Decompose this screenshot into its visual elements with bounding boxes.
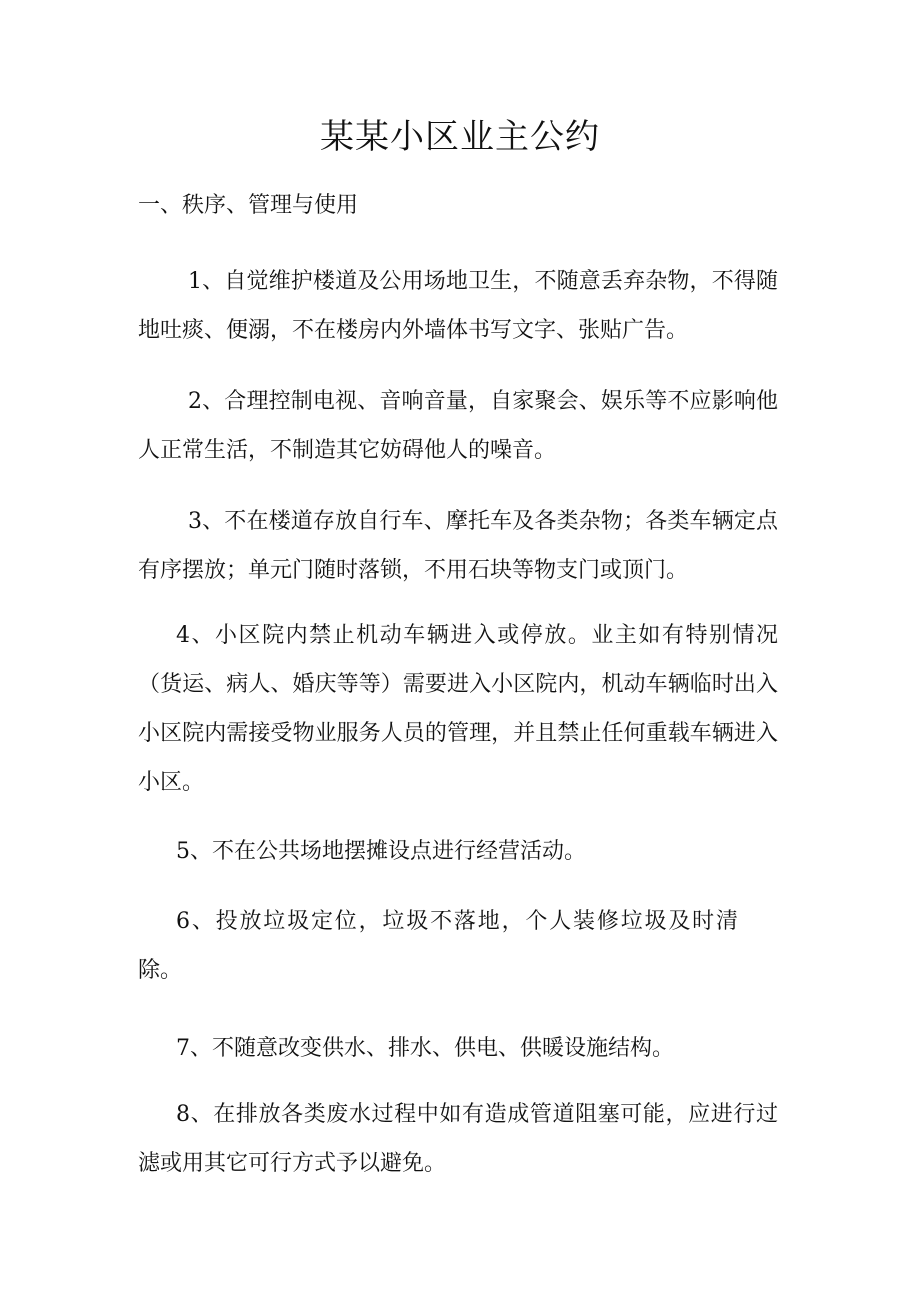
section-heading: 一、秩序、管理与使用	[138, 193, 359, 218]
rule-paragraph-2: 2、合理控制电视、音响音量，自家聚会、娱乐等不应影响他人正常生活，不制造其它妨碍他人的噪音。	[138, 389, 778, 463]
rule-paragraph-1: 1、自觉维护楼道及公用场地卫生，不随意丢弃杂物，不得随地吐痰、便溺，不在楼房内外墙体书写文字、张贴广告。	[138, 269, 778, 343]
rule-paragraph-3: 3、不在楼道存放自行车、摩托车及各类杂物；各类车辆定点有序摆放；单元门随时落锁，不用石块等物支门或顶门。	[138, 509, 778, 583]
rule-paragraph-7: 7、不随意改变供水、排水、供电、供暖设施结构。	[176, 1036, 674, 1061]
rule-paragraph-6: 6、投放垃圾定位，垃圾不落地，个人装修垃圾及时清除。	[138, 909, 738, 983]
rule-paragraph-8: 8、在排放各类废水过程中如有造成管道阻塞可能，应进行过滤或用其它可行方式予以避免。	[138, 1102, 778, 1176]
document-title: 某某小区业主公约	[320, 117, 600, 157]
rule-paragraph-4: 4、小区院内禁止机动车辆进入或停放。业主如有特别情况（货运、病人、婚庆等等）需要进入小区院内，机动车辆临时出入小区院内需接受物业服务人员的管理，并且禁止任何重载车辆进入小区。	[138, 623, 778, 795]
rule-paragraph-5: 5、不在公共场地摆摊设点进行经营活动。	[176, 839, 586, 864]
